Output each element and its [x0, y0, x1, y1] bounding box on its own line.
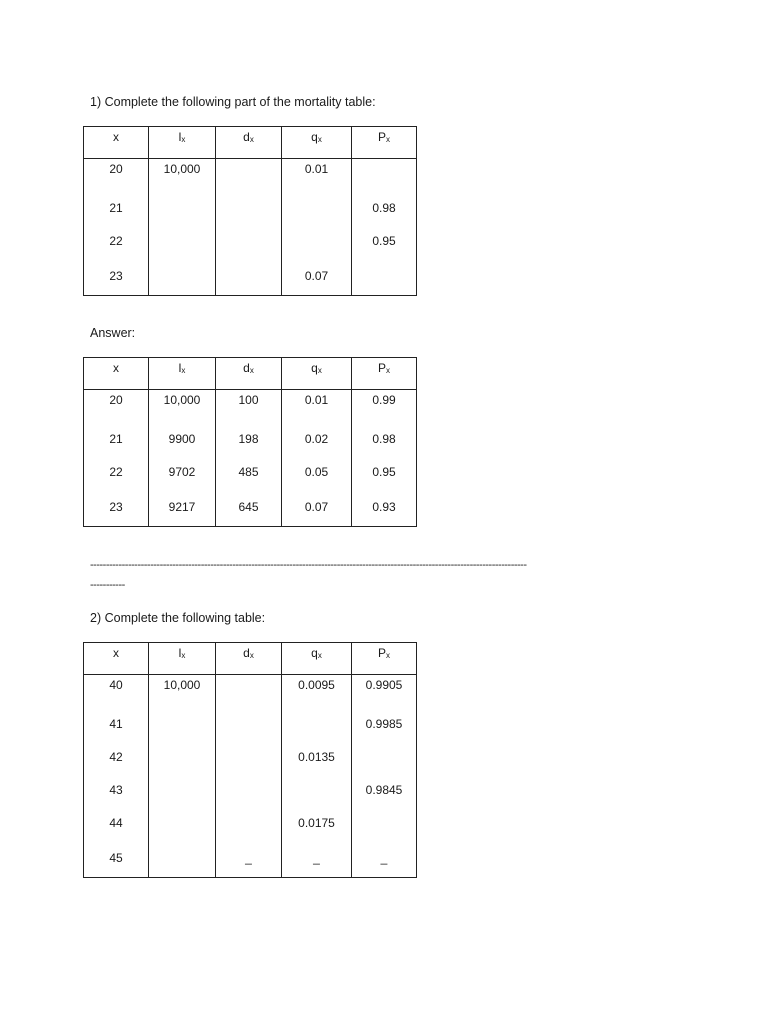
table-row	[84, 192, 417, 225]
table-header-row	[84, 358, 417, 390]
header-dx: dx	[216, 643, 282, 675]
cell-px	[352, 258, 417, 296]
cell-px	[352, 807, 417, 840]
table-row	[84, 456, 417, 489]
cell-lx	[149, 258, 216, 296]
cell-lx	[149, 192, 216, 225]
cell-dx: 485	[216, 456, 282, 489]
table-row	[84, 741, 417, 774]
header-px: Px	[352, 358, 417, 390]
cell-dx	[216, 708, 282, 741]
cell-x: 22	[84, 225, 149, 258]
cell-x: 43	[84, 774, 149, 807]
cell-x: 21	[84, 192, 149, 225]
table-header-row	[84, 643, 417, 675]
separator-line-continued: -----------	[90, 579, 125, 591]
cell-qx: 0.01	[282, 390, 352, 423]
cell-qx: 0.07	[282, 489, 352, 527]
cell-x: 22	[84, 456, 149, 489]
separator-line: ------------------------------------------------------------------------------------------------------------------------------------------	[90, 559, 527, 571]
table-row	[84, 390, 417, 423]
cell-dx	[216, 807, 282, 840]
cell-qx	[282, 192, 352, 225]
cell-qx	[282, 225, 352, 258]
cell-dx	[216, 192, 282, 225]
cell-px	[352, 741, 417, 774]
header-qx: qx	[282, 643, 352, 675]
table-row	[84, 774, 417, 807]
header-x: x	[84, 358, 149, 390]
cell-qx: 0.0175	[282, 807, 352, 840]
header-px: Px	[352, 643, 417, 675]
cell-dx: 198	[216, 423, 282, 456]
cell-px: 0.9985	[352, 708, 417, 741]
cell-lx	[149, 741, 216, 774]
cell-x: 40	[84, 675, 149, 708]
mortality-table-answer	[83, 357, 417, 527]
cell-px: 0.93	[352, 489, 417, 527]
header-px: Px	[352, 127, 417, 159]
cell-lx	[149, 708, 216, 741]
table-row	[84, 423, 417, 456]
cell-x: 20	[84, 159, 149, 192]
table-row	[84, 258, 417, 296]
cell-px: 0.9905	[352, 675, 417, 708]
cell-px: 0.98	[352, 192, 417, 225]
cell-dx	[216, 258, 282, 296]
cell-px: 0.98	[352, 423, 417, 456]
cell-qx	[282, 774, 352, 807]
table-row	[84, 807, 417, 840]
mortality-table-question-2	[83, 642, 417, 878]
header-x: x	[84, 643, 149, 675]
cell-x: 23	[84, 258, 149, 296]
header-dx: dx	[216, 127, 282, 159]
cell-x: 42	[84, 741, 149, 774]
cell-lx: 9702	[149, 456, 216, 489]
table-row	[84, 675, 417, 708]
cell-qx	[282, 708, 352, 741]
cell-x: 45	[84, 840, 149, 878]
cell-qx: 0.0135	[282, 741, 352, 774]
cell-qx: _	[282, 840, 352, 878]
cell-lx: 10,000	[149, 159, 216, 192]
cell-qx: 0.02	[282, 423, 352, 456]
cell-dx	[216, 225, 282, 258]
header-qx: qx	[282, 127, 352, 159]
table-row	[84, 840, 417, 878]
cell-x: 44	[84, 807, 149, 840]
cell-lx: 9217	[149, 489, 216, 527]
answer-label: Answer:	[90, 326, 136, 340]
question-2-prompt: 2) Complete the following table:	[90, 611, 266, 625]
cell-px: _	[352, 840, 417, 878]
cell-qx: 0.07	[282, 258, 352, 296]
cell-lx	[149, 774, 216, 807]
cell-px: 0.9845	[352, 774, 417, 807]
cell-lx	[149, 840, 216, 878]
cell-dx	[216, 774, 282, 807]
cell-x: 20	[84, 390, 149, 423]
header-x: x	[84, 127, 149, 159]
cell-px: 0.95	[352, 456, 417, 489]
header-qx: qx	[282, 358, 352, 390]
table-header-row	[84, 127, 417, 159]
cell-lx: 10,000	[149, 675, 216, 708]
cell-dx	[216, 159, 282, 192]
header-lx: lx	[149, 643, 216, 675]
cell-px	[352, 159, 417, 192]
cell-lx: 9900	[149, 423, 216, 456]
cell-qx: 0.0095	[282, 675, 352, 708]
cell-dx: 645	[216, 489, 282, 527]
cell-lx	[149, 807, 216, 840]
cell-lx: 10,000	[149, 390, 216, 423]
cell-lx	[149, 225, 216, 258]
cell-qx: 0.01	[282, 159, 352, 192]
cell-dx	[216, 741, 282, 774]
cell-x: 23	[84, 489, 149, 527]
table-row	[84, 159, 417, 192]
header-lx: lx	[149, 358, 216, 390]
cell-qx: 0.05	[282, 456, 352, 489]
header-dx: dx	[216, 358, 282, 390]
cell-x: 41	[84, 708, 149, 741]
cell-px: 0.95	[352, 225, 417, 258]
cell-x: 21	[84, 423, 149, 456]
cell-dx: _	[216, 840, 282, 878]
header-lx: lx	[149, 127, 216, 159]
cell-dx	[216, 675, 282, 708]
cell-px: 0.99	[352, 390, 417, 423]
table-row	[84, 489, 417, 527]
mortality-table-question-1	[83, 126, 417, 296]
question-1-prompt: 1) Complete the following part of the mortality table:	[90, 95, 376, 109]
cell-dx: 100	[216, 390, 282, 423]
table-row	[84, 708, 417, 741]
table-row	[84, 225, 417, 258]
